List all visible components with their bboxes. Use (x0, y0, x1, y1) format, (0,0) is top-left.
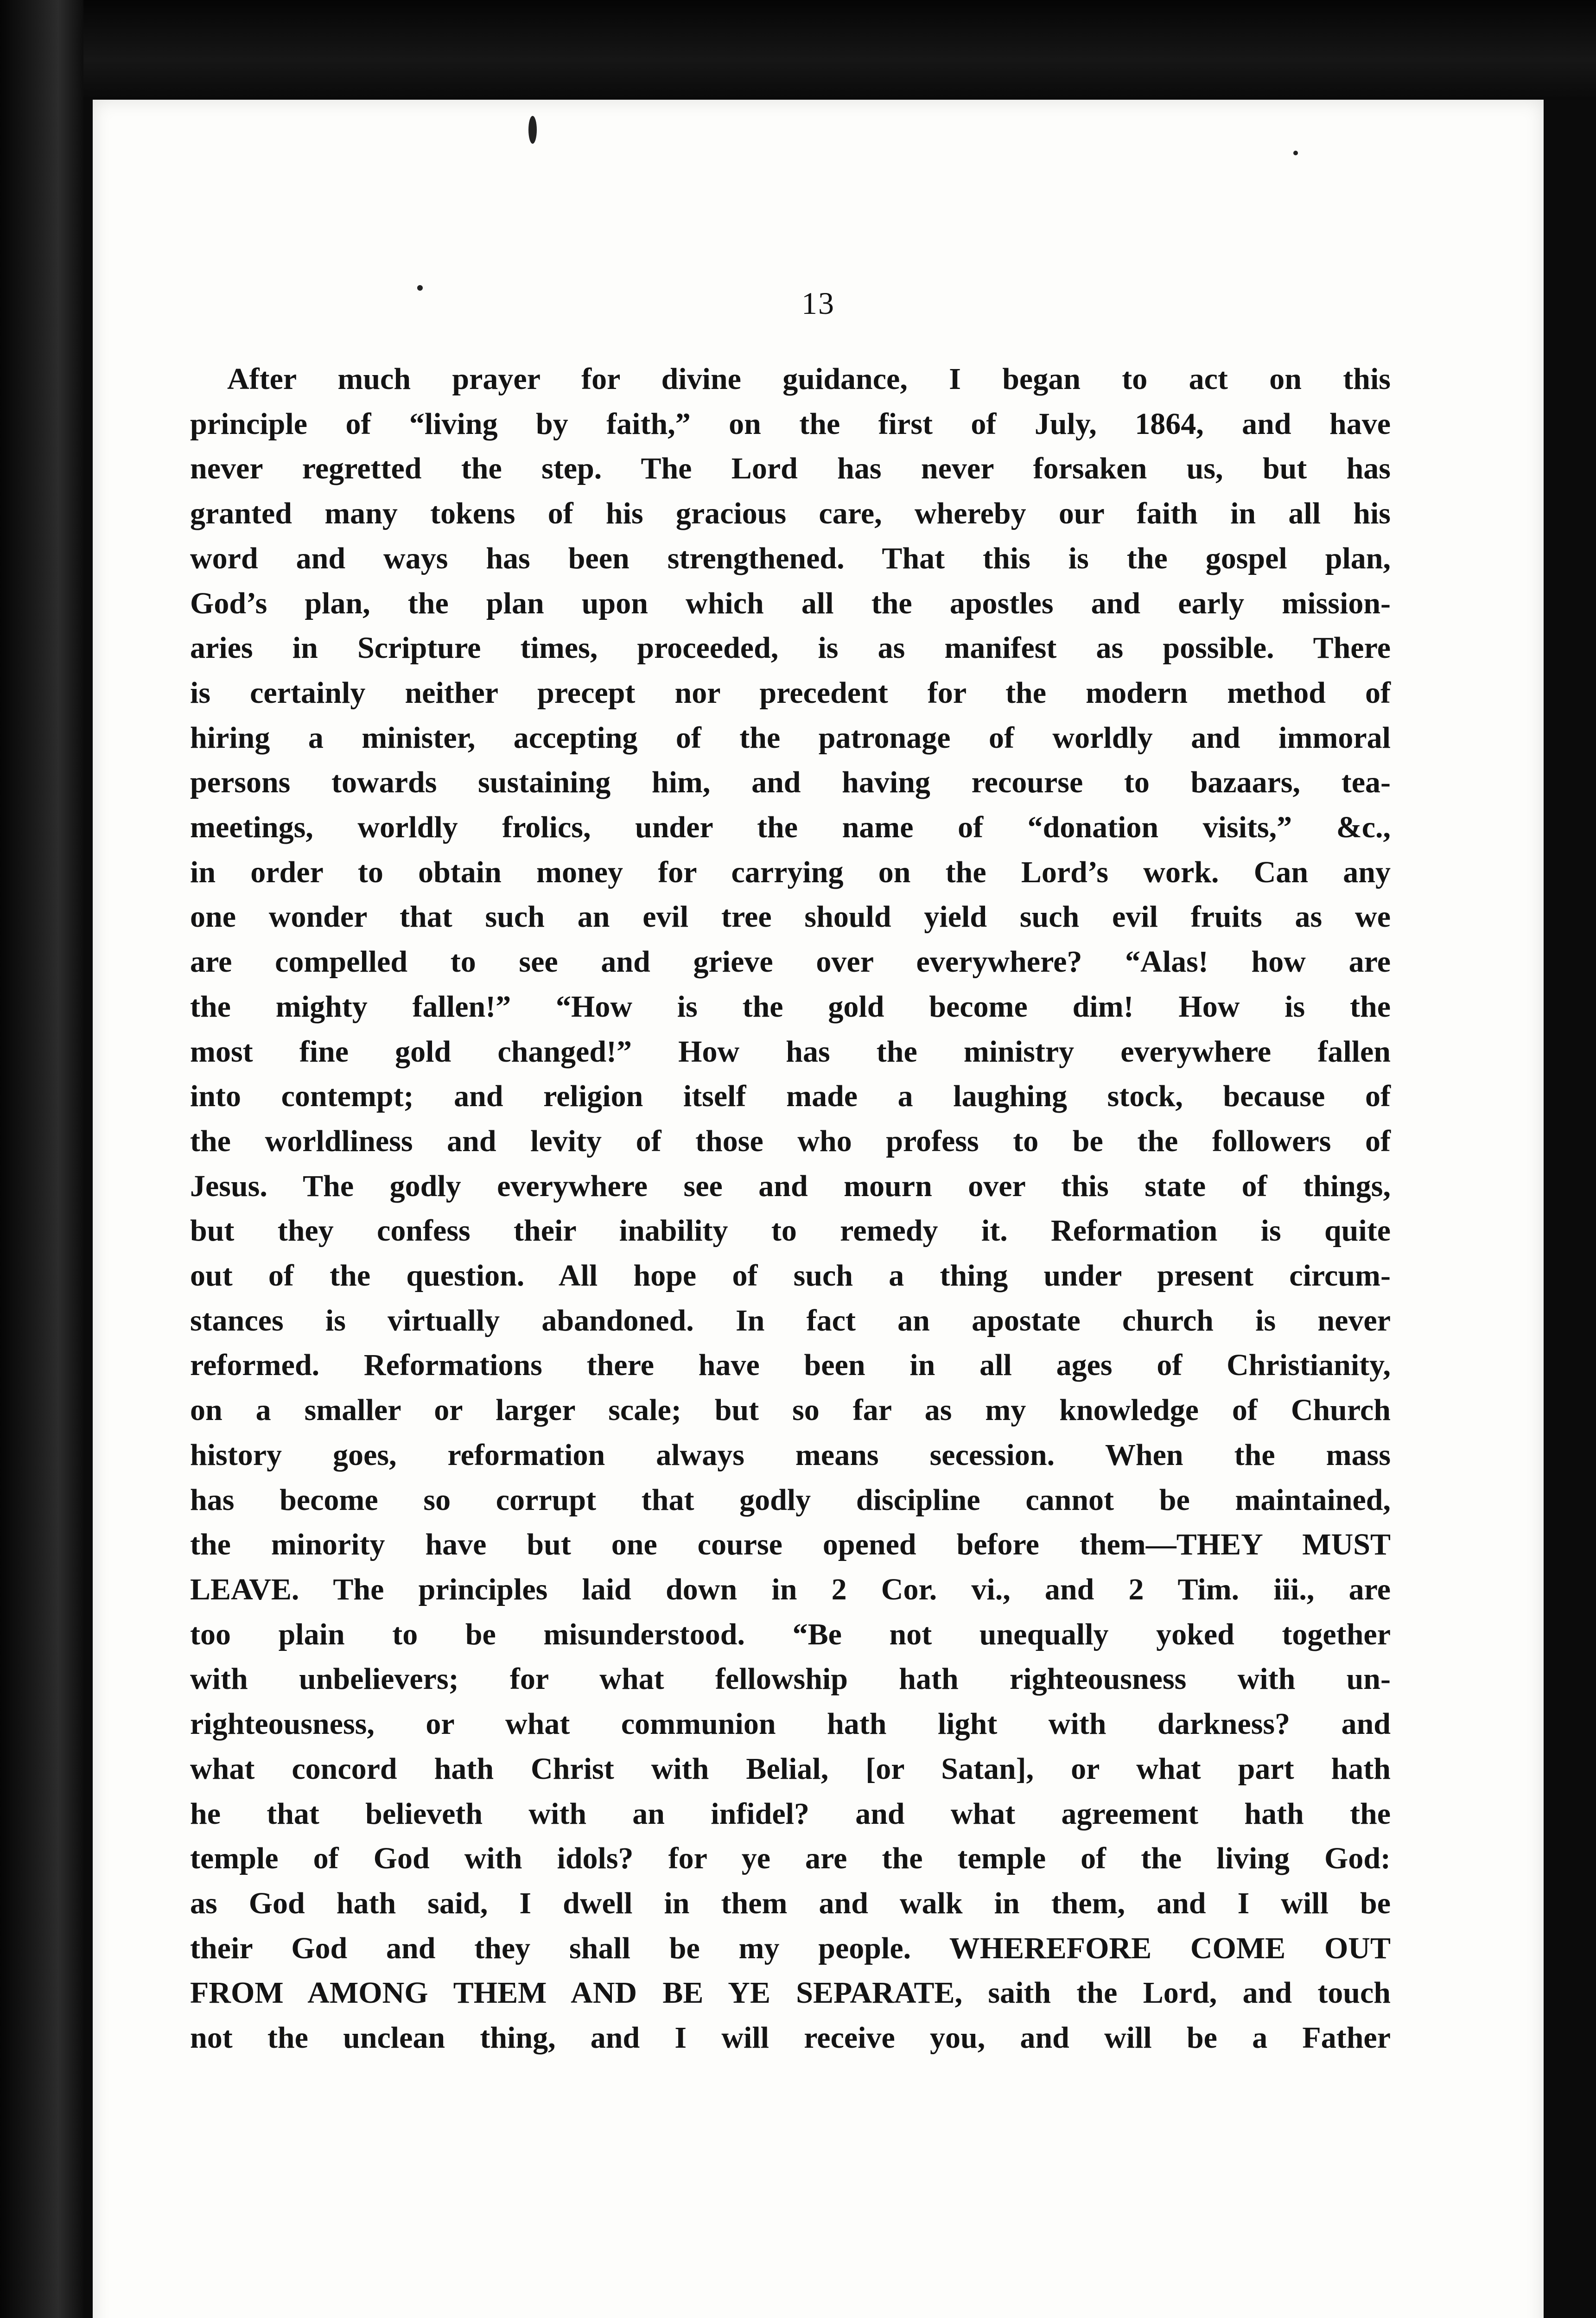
ink-speck (1293, 151, 1298, 155)
text-line: on a smaller or larger scale; but so far as my knowledge of Church (190, 1393, 1391, 1427)
text-line: LEAVE. The principles laid down in 2 Cor. vi., and 2 Tim. iii., are (190, 1572, 1391, 1606)
text-line: with unbelievers; for what fellowship hath righteousness with un- (190, 1662, 1391, 1696)
text-line: After much prayer for divine guidance, I began to act on this (227, 362, 1391, 396)
text-line: he that believeth with an infidel? and what agreement hath the (190, 1796, 1391, 1831)
text-line: hiring a minister, accepting of the patronage of worldly and immoral (190, 720, 1391, 755)
text-line: history goes, reformation always means secession. When the mass (190, 1438, 1391, 1472)
text-line: one wonder that such an evil tree should yield such evil fruits as we (190, 900, 1391, 934)
text-line: FROM AMONG THEM AND BE YE SEPARATE, saith the Lord, and touch (190, 1976, 1391, 2010)
text-line: aries in Scripture times, proceeded, is as manifest as possible. There (190, 631, 1391, 665)
text-line: out of the question. All hope of such a thing under present circum- (190, 1259, 1391, 1293)
text-line: are compelled to see and grieve over everywhere? “Alas! how are (190, 945, 1391, 979)
scan-border-top (0, 0, 1596, 100)
text-line: the minority have but one course opened before them—THEY MUST (190, 1528, 1391, 1562)
text-line: the worldliness and levity of those who profess to be the followers of (190, 1124, 1391, 1158)
text-line: but they confess their inability to remedy it. Reformation is quite (190, 1214, 1391, 1248)
text-line: reformed. Reformations there have been in all ages of Christianity, (190, 1348, 1391, 1382)
text-line: meetings, worldly frolics, under the name of “donation visits,” &c., (190, 810, 1391, 845)
text-line: the mighty fallen!” “How is the gold become dim! How is the (190, 989, 1391, 1024)
ink-speck (528, 116, 537, 144)
text-line: righteousness, or what communion hath light with darkness? and (190, 1707, 1391, 1741)
text-line: Jesus. The godly everywhere see and mourn over this state of things, (190, 1169, 1391, 1203)
text-line: temple of God with idols? for ye are the temple of the living God: (190, 1841, 1391, 1876)
text-line: has become so corrupt that godly discipline cannot be maintained, (190, 1483, 1391, 1517)
text-line: into contempt; and religion itself made a laughing stock, because of (190, 1079, 1391, 1114)
text-line: persons towards sustaining him, and having recourse to bazaars, tea- (190, 765, 1391, 800)
text-line: never regretted the step. The Lord has never forsaken us, but has (190, 452, 1391, 486)
text-line: in order to obtain money for carrying on the Lord’s work. Can any (190, 855, 1391, 889)
text-line: God’s plan, the plan upon which all the apostles and early mission- (190, 586, 1391, 620)
text-line: stances is virtually abandoned. In fact an apostate church is never (190, 1303, 1391, 1337)
text-line: granted many tokens of his gracious care, whereby our faith in all his (190, 497, 1391, 531)
page-number: 13 (801, 286, 835, 321)
text-line: what concord hath Christ with Belial, [or Satan], or what part hath (190, 1751, 1391, 1786)
text-line: too plain to be misunderstood. “Be not unequally yoked together (190, 1617, 1391, 1651)
text-line: is certainly neither precept nor precedent for the modern method of (190, 675, 1391, 710)
book-page (93, 100, 1544, 2318)
text-line: as God hath said, I dwell in them and walk in them, and I will be (190, 1886, 1391, 1920)
text-line: their God and they shall be my people. WHEREFORE COME OUT (190, 1931, 1391, 1965)
scan-border-left (0, 0, 83, 2318)
text-line: most fine gold changed!” How has the ministry everywhere fallen (190, 1034, 1391, 1069)
page-body-text (190, 357, 1391, 2061)
text-line: word and ways has been strengthened. That this is the gospel plan, (190, 541, 1391, 575)
text-line: principle of “living by faith,” on the first of July, 1864, and have (190, 407, 1391, 441)
text-line: not the unclean thing, and I will receive you, and will be a Father (190, 2021, 1391, 2055)
